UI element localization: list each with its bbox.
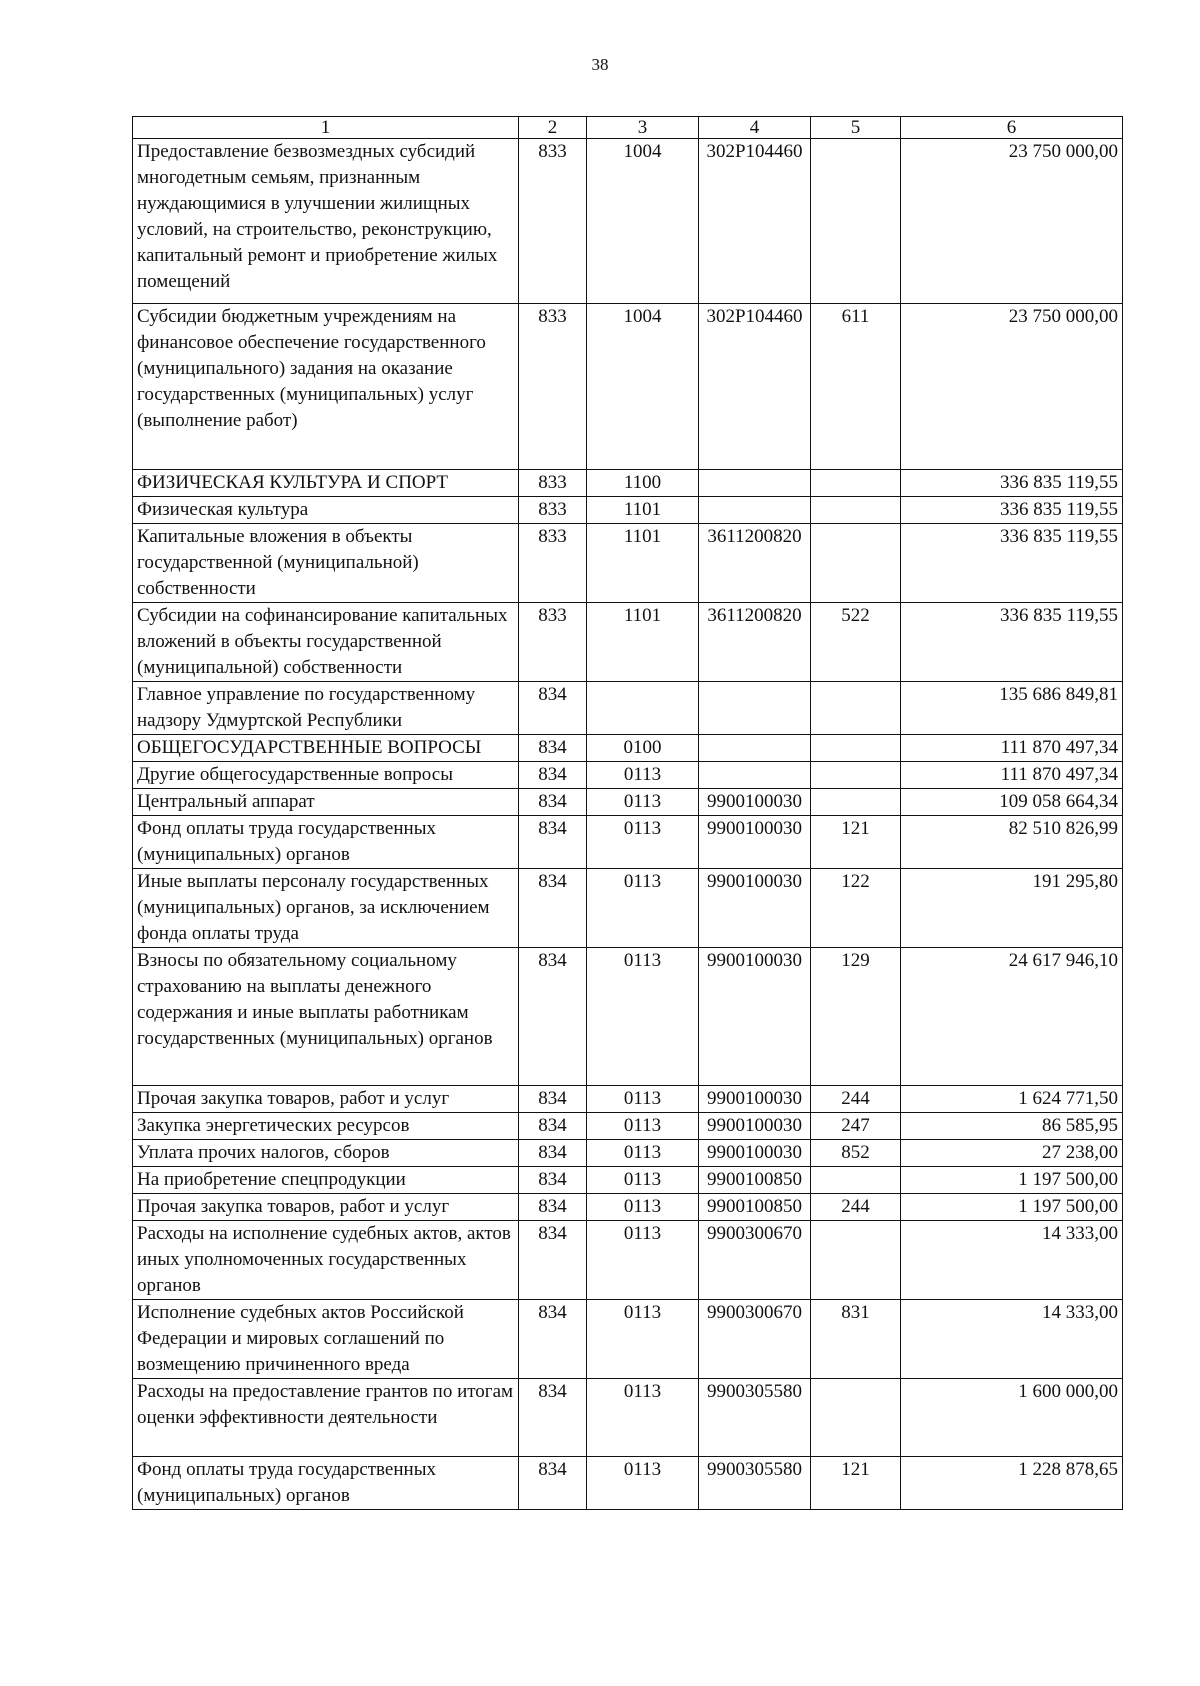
row-amount-cell: 111 870 497,34 <box>901 762 1123 789</box>
table-row <box>133 139 1123 304</box>
row-code-cell: 834 <box>519 1300 587 1379</box>
row-amount-cell: 1 197 500,00 <box>901 1167 1123 1194</box>
row-type-cell <box>811 524 901 603</box>
row-type-cell <box>811 1167 901 1194</box>
row-type-cell: 122 <box>811 869 901 948</box>
row-code-cell: 834 <box>519 1113 587 1140</box>
row-amount-cell: 23 750 000,00 <box>901 304 1123 470</box>
row-code-cell: 834 <box>519 1167 587 1194</box>
table-row <box>133 1300 1123 1379</box>
row-name-cell: Субсидии на софинансирование капитальных вложений в объекты государственной (муниципальной) собственности <box>133 603 519 682</box>
row-code-cell: 833 <box>519 603 587 682</box>
row-code-cell: 834 <box>519 1086 587 1113</box>
row-section-cell: 0113 <box>587 1300 699 1379</box>
row-target-cell <box>699 762 811 789</box>
row-code-cell: 833 <box>519 470 587 497</box>
table-row <box>133 1457 1123 1510</box>
row-type-cell <box>811 762 901 789</box>
row-section-cell <box>587 682 699 735</box>
header-row <box>133 117 1123 139</box>
budget-table <box>132 116 1123 1510</box>
row-type-cell: 244 <box>811 1086 901 1113</box>
row-amount-cell: 336 835 119,55 <box>901 524 1123 603</box>
column-header: 4 <box>699 117 811 139</box>
row-name-cell: Прочая закупка товаров, работ и услуг <box>133 1086 519 1113</box>
row-code-cell: 834 <box>519 1221 587 1300</box>
page-number: 38 <box>591 55 609 74</box>
table-row <box>133 789 1123 816</box>
row-target-cell <box>699 497 811 524</box>
row-target-cell: 9900100030 <box>699 948 811 1086</box>
row-target-cell: 9900100850 <box>699 1194 811 1221</box>
row-code-cell: 834 <box>519 735 587 762</box>
row-amount-cell: 336 835 119,55 <box>901 470 1123 497</box>
table-row <box>133 1140 1123 1167</box>
table-row <box>133 948 1123 1086</box>
table-row <box>133 1379 1123 1457</box>
column-header: 1 <box>133 117 519 139</box>
row-code-cell: 833 <box>519 497 587 524</box>
table-row <box>133 735 1123 762</box>
row-type-cell <box>811 735 901 762</box>
row-target-cell: 302P104460 <box>699 304 811 470</box>
row-target-cell: 9900100030 <box>699 816 811 869</box>
row-amount-cell: 109 058 664,34 <box>901 789 1123 816</box>
row-type-cell: 121 <box>811 816 901 869</box>
row-code-cell: 834 <box>519 762 587 789</box>
row-section-cell: 1101 <box>587 603 699 682</box>
row-amount-cell: 336 835 119,55 <box>901 497 1123 524</box>
row-name-cell: Центральный аппарат <box>133 789 519 816</box>
column-header: 2 <box>519 117 587 139</box>
row-section-cell: 1004 <box>587 304 699 470</box>
row-name-cell: На приобретение спецпродукции <box>133 1167 519 1194</box>
row-section-cell: 0113 <box>587 948 699 1086</box>
row-code-cell: 834 <box>519 816 587 869</box>
column-header: 6 <box>901 117 1123 139</box>
row-type-cell <box>811 789 901 816</box>
row-section-cell: 0113 <box>587 1167 699 1194</box>
table-body <box>133 139 1123 1510</box>
table-row <box>133 1167 1123 1194</box>
row-amount-cell: 1 197 500,00 <box>901 1194 1123 1221</box>
row-code-cell: 834 <box>519 948 587 1086</box>
row-section-cell: 0113 <box>587 816 699 869</box>
row-type-cell: 522 <box>811 603 901 682</box>
row-type-cell: 611 <box>811 304 901 470</box>
row-name-cell: Физическая культура <box>133 497 519 524</box>
table-row <box>133 1194 1123 1221</box>
row-name-cell: ОБЩЕГОСУДАРСТВЕННЫЕ ВОПРОСЫ <box>133 735 519 762</box>
table-row <box>133 816 1123 869</box>
row-name-cell: Исполнение судебных актов Российской Федерации и мировых соглашений по возмещению причиненного вреда <box>133 1300 519 1379</box>
row-section-cell: 0113 <box>587 1113 699 1140</box>
row-amount-cell: 27 238,00 <box>901 1140 1123 1167</box>
row-code-cell: 833 <box>519 139 587 304</box>
row-target-cell: 3611200820 <box>699 603 811 682</box>
row-name-cell: Расходы на предоставление грантов по итогам оценки эффективности деятельности <box>133 1379 519 1457</box>
row-name-cell: Иные выплаты персоналу государственных (муниципальных) органов, за исключением фонда оплаты труда <box>133 869 519 948</box>
table-row <box>133 682 1123 735</box>
row-code-cell: 833 <box>519 304 587 470</box>
row-name-cell: Фонд оплаты труда государственных (муниципальных) органов <box>133 816 519 869</box>
row-target-cell: 3611200820 <box>699 524 811 603</box>
row-name-cell: Закупка энергетических ресурсов <box>133 1113 519 1140</box>
row-name-cell: Субсидии бюджетным учреждениям на финансовое обеспечение государственного (муниципального) задания на оказание государственных (муниципальных) услуг (выполнение работ) <box>133 304 519 470</box>
row-code-cell: 834 <box>519 1140 587 1167</box>
row-type-cell <box>811 682 901 735</box>
row-name-cell: Прочая закупка товаров, работ и услуг <box>133 1194 519 1221</box>
row-target-cell: 9900100030 <box>699 789 811 816</box>
row-target-cell <box>699 682 811 735</box>
table-row <box>133 470 1123 497</box>
row-section-cell: 1004 <box>587 139 699 304</box>
row-amount-cell: 1 600 000,00 <box>901 1379 1123 1457</box>
row-target-cell: 9900100030 <box>699 1086 811 1113</box>
row-target-cell: 9900100030 <box>699 869 811 948</box>
row-target-cell <box>699 470 811 497</box>
row-name-cell: Расходы на исполнение судебных актов, актов иных уполномоченных государственных органов <box>133 1221 519 1300</box>
row-section-cell: 1100 <box>587 470 699 497</box>
table-row <box>133 762 1123 789</box>
row-target-cell: 9900300670 <box>699 1300 811 1379</box>
table-row <box>133 497 1123 524</box>
table-row <box>133 1221 1123 1300</box>
row-type-cell <box>811 470 901 497</box>
table-row <box>133 304 1123 470</box>
row-target-cell: 302P104460 <box>699 139 811 304</box>
row-target-cell: 9900305580 <box>699 1379 811 1457</box>
row-type-cell: 831 <box>811 1300 901 1379</box>
row-name-cell: Предоставление безвозмездных субсидий многодетным семьям, признанным нуждающимися в улучшении жилищных условий, на строительство, реконструкцию, капитальный ремонт и приобретение жилых помещений <box>133 139 519 304</box>
row-target-cell: 9900300670 <box>699 1221 811 1300</box>
column-header: 5 <box>811 117 901 139</box>
row-code-cell: 834 <box>519 1379 587 1457</box>
row-code-cell: 834 <box>519 789 587 816</box>
row-name-cell: Главное управление по государственному надзору Удмуртской Республики <box>133 682 519 735</box>
table-row <box>133 603 1123 682</box>
row-type-cell: 247 <box>811 1113 901 1140</box>
row-section-cell: 0113 <box>587 1194 699 1221</box>
row-amount-cell: 23 750 000,00 <box>901 139 1123 304</box>
row-amount-cell: 86 585,95 <box>901 1113 1123 1140</box>
row-type-cell <box>811 497 901 524</box>
row-name-cell: Другие общегосударственные вопросы <box>133 762 519 789</box>
row-type-cell <box>811 1221 901 1300</box>
table-row <box>133 524 1123 603</box>
row-name-cell: Капитальные вложения в объекты государственной (муниципальной) собственности <box>133 524 519 603</box>
row-name-cell: Фонд оплаты труда государственных (муниципальных) органов <box>133 1457 519 1510</box>
row-amount-cell: 1 228 878,65 <box>901 1457 1123 1510</box>
row-section-cell: 0100 <box>587 735 699 762</box>
row-section-cell: 0113 <box>587 789 699 816</box>
row-amount-cell: 82 510 826,99 <box>901 816 1123 869</box>
row-code-cell: 834 <box>519 682 587 735</box>
row-name-cell: Взносы по обязательному социальному страхованию на выплаты денежного содержания и иные выплаты работникам государственных (муниципальных) органов <box>133 948 519 1086</box>
row-target-cell: 9900100850 <box>699 1167 811 1194</box>
row-amount-cell: 24 617 946,10 <box>901 948 1123 1086</box>
row-name-cell: Уплата прочих налогов, сборов <box>133 1140 519 1167</box>
row-section-cell: 1101 <box>587 497 699 524</box>
row-target-cell: 9900100030 <box>699 1140 811 1167</box>
row-section-cell: 0113 <box>587 1379 699 1457</box>
column-header: 3 <box>587 117 699 139</box>
row-code-cell: 834 <box>519 1194 587 1221</box>
row-section-cell: 0113 <box>587 762 699 789</box>
row-section-cell: 1101 <box>587 524 699 603</box>
row-target-cell <box>699 735 811 762</box>
row-amount-cell: 135 686 849,81 <box>901 682 1123 735</box>
row-type-cell: 129 <box>811 948 901 1086</box>
row-code-cell: 834 <box>519 869 587 948</box>
row-code-cell: 833 <box>519 524 587 603</box>
table-row <box>133 869 1123 948</box>
row-target-cell: 9900100030 <box>699 1113 811 1140</box>
row-name-cell: ФИЗИЧЕСКАЯ КУЛЬТУРА И СПОРТ <box>133 470 519 497</box>
table-row <box>133 1086 1123 1113</box>
table-row <box>133 1113 1123 1140</box>
row-code-cell: 834 <box>519 1457 587 1510</box>
row-amount-cell: 111 870 497,34 <box>901 735 1123 762</box>
row-section-cell: 0113 <box>587 1140 699 1167</box>
row-amount-cell: 1 624 771,50 <box>901 1086 1123 1113</box>
row-section-cell: 0113 <box>587 1221 699 1300</box>
row-amount-cell: 14 333,00 <box>901 1221 1123 1300</box>
row-amount-cell: 336 835 119,55 <box>901 603 1123 682</box>
row-section-cell: 0113 <box>587 1086 699 1113</box>
row-type-cell: 244 <box>811 1194 901 1221</box>
row-type-cell: 121 <box>811 1457 901 1510</box>
row-type-cell <box>811 1379 901 1457</box>
row-target-cell: 9900305580 <box>699 1457 811 1510</box>
row-section-cell: 0113 <box>587 1457 699 1510</box>
row-section-cell: 0113 <box>587 869 699 948</box>
row-type-cell <box>811 139 901 304</box>
row-type-cell: 852 <box>811 1140 901 1167</box>
row-amount-cell: 14 333,00 <box>901 1300 1123 1379</box>
row-amount-cell: 191 295,80 <box>901 869 1123 948</box>
